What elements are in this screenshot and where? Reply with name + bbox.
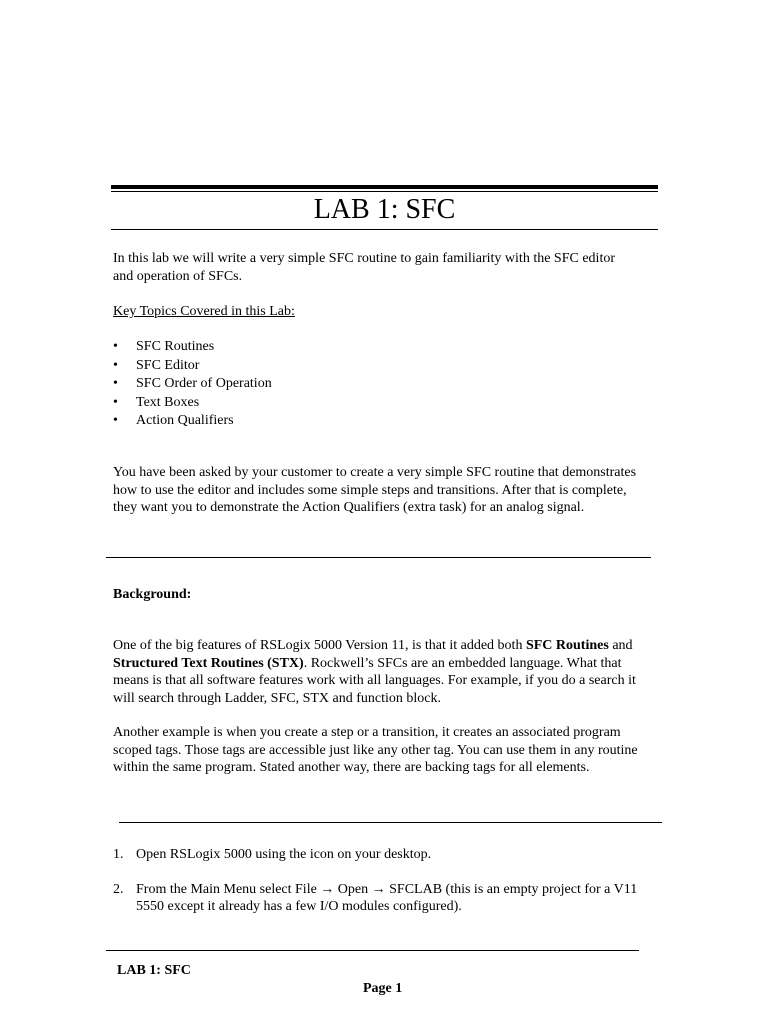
footer-rule [106, 950, 639, 951]
step-number: 1. [113, 847, 124, 862]
topic-label: SFC Routines [136, 339, 215, 354]
bullet-icon: • [113, 394, 118, 410]
title-rule-thick [111, 185, 658, 189]
title-underline [111, 229, 658, 230]
topic-label: Action Qualifiers [136, 413, 234, 428]
section-divider [106, 557, 651, 558]
bullet-icon: • [113, 357, 118, 373]
step-item [113, 881, 658, 916]
list-item [113, 375, 513, 394]
steps-list [113, 846, 658, 916]
page-title: LAB 1: SFC [313, 194, 456, 225]
bullet-icon: • [113, 339, 118, 354]
title-rule-thin [111, 191, 658, 192]
step-item [113, 846, 658, 864]
section-divider [119, 822, 662, 823]
bullet-icon: • [113, 413, 118, 428]
bg-bold-stx: Structured Text Routines (STX) [113, 655, 304, 671]
background-heading: Background: [113, 587, 192, 602]
background-paragraph-2: Another example is when you create a step or a transition, it creates an associated program scoped tags. Those tags are accessible just like any other tag. You can use them in any routine within the same program. Stated another way, there are backing tags for all elements. [113, 725, 638, 775]
list-item [113, 394, 513, 413]
footer-page-number: Page 1 [363, 981, 403, 996]
bullet-icon: • [113, 376, 118, 391]
step-number: 2. [113, 881, 124, 897]
intro-paragraph: In this lab we will write a very simple SFC routine to gain familiarity with the SFC editor and operation of SFCs. [113, 251, 615, 284]
footer-title: LAB 1: SFC [117, 963, 191, 978]
topics-heading: Key Topics Covered in this Lab: [113, 304, 295, 319]
bg-text: and [608, 638, 633, 653]
list-item [113, 338, 513, 357]
scenario-paragraph: You have been asked by your customer to create a very simple SFC routine that demonstrates how to use the editor and includes some simple steps and transitions. After that is complete, they want you to demonstrate the Action Qualifiers (extra task) for an analog signal. [113, 465, 637, 515]
background-paragraph-1 [113, 637, 653, 707]
step-text: Open RSLogix 5000 using the icon on your desktop. [136, 847, 432, 862]
bg-bold-sfc-routines: SFC Routines [525, 638, 609, 653]
title-container [111, 194, 658, 228]
list-item [113, 412, 513, 431]
topic-label: SFC Editor [136, 357, 200, 373]
bg-text: . Rockwell’s SFCs are an embedded language. What that means is that all software features work with all languages. For example, if you do a search it will search through Ladder, SFC, STX and function block. [113, 655, 636, 706]
topic-label: SFC Order of Operation [136, 376, 272, 391]
step-text: From the Main Menu select File → Open → SFCLAB (this is an empty project for a V11 5550 except it already has a few I/O modules configured). [136, 881, 638, 914]
topics-list [113, 338, 513, 431]
topic-label: Text Boxes [136, 394, 200, 410]
list-item [113, 357, 513, 376]
bg-text: One of the big features of RSLogix 5000 Version 11, is that it added both [113, 638, 526, 653]
